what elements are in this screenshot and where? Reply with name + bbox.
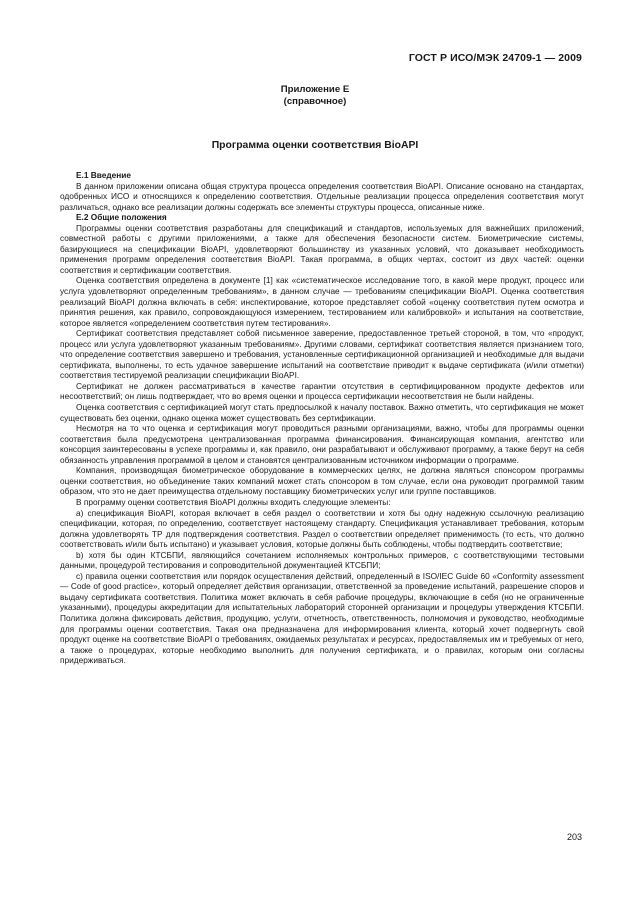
paragraph: Сертификат не должен рассматриваться в качестве гарантии отсутствия в сертифицированном продукте дефектов или несоответствий; он лишь подтверждает, что во время оценки и процесса сертификации несоответствия не были найдены. [60, 380, 584, 402]
paragraph: В программу оценки соответствия BioAPI должны входить следующие элементы: [76, 496, 391, 507]
standard-header: ГОСТ Р ИСО/МЭК 24709-1 — 2009 [408, 52, 582, 64]
paragraph: Программы оценки соответствия разработаны для спецификаций и стандартов, используемых для важнейших приложений, совместной работы с другими приложениями, а также для обеспечения безопасности систем. Биометрические системы, базирующиеся на спецификации BioAPI, удовлетворяют большинству из указанных условий, что доказывает необходимость применения программ определения соответствия BioAPI. Такая программа, в общих чертах, состоит из двух частей: оценки соответствия и сертификации соответствия. [60, 222, 584, 275]
annex-heading [0, 84, 630, 108]
document-body [60, 170, 584, 666]
paragraph: Сертификат соответствия представляет собой письменное заверение, предоставленное третьей стороной, в том, что «продукт, процесс или услуга удовлетворяют указанным требованиям». Другими словами, сертификат соответствия является признанием того, что определение соответствия завершено и требования, установленные сертификационной организацией и необходимые для выдачи сертификата, выполнены, то есть удачное завершение испытаний на соответствие приводит к выдаче сертификата (и/или отметки) соответствия тестируемой реализации спецификации BioAPI. [60, 328, 584, 381]
document-title: Программа оценки соответствия BioAPI [211, 140, 419, 151]
section-heading: Е.2 Общие положения [76, 212, 167, 223]
paragraph: Несмотря на то что оценка и сертификация могут проводиться разными организациями, важно, чтобы для программы оценки соответствия была предусмотрена централизованная программа финансирования. Финансирующая компания, агентство или консорция заинтересованы в успехе программы и, как правило, они разрабатывают и обслуживают программу, а также берут на себя обязанность управления программой в целом и становятся централизованным источником информации о программе. [60, 423, 584, 465]
annex-title: Приложение Е [280, 84, 350, 95]
list-item: b) хотя бы один КТСБПИ, являющийся сочетанием исполняемых контрольных примеров, с соответствующими тестовыми данными, процедурой тестирования и сопроводительной документацией КТСБПИ; [60, 549, 584, 571]
paragraph: Компания, производящая биометрическое оборудование в коммерческих целях, не должна являться спонсором программы оценки соответствия, но объединение таких компаний может стать спонсором в том случае, если она руководит программой таким образом, что это не дает преимущества отдельному поставщику биометрических услуг или группе поставщиков. [60, 465, 584, 497]
list-item: c) правила оценки соответствия или порядок осуществления действий, определенный в ISO/IEC Guide 60 «Conformity assessment — Code of good practice», который определяет действия организации, ответственной за проведение испытаний, разрешение споров и выдачу сертификата соответствия. Политика может включать в себя рабочие процедуры, включающие в себя (но не ограниченные указанными), процедуры аккредитации для испытательных лабораторий сторонней организации и процедуры утверждения КТСБПИ. Политика должна фиксировать действия, продукцию, услуги, отчетность, ответственность, полномочия и руководство, необходимые для программы оценки соответствия. Такая она предназначена для информирования клиента, который хочет подвергнуть свой продукт оценке на соответствие BioAPI о требованиях, ожидаемых результатах и ресурсах, предоставляемых им и требуемых от него, а также о процедурах, которые необходимо выполнить для получения сертификата, и о правилах, которым они согласны придерживаться. [60, 570, 584, 666]
paragraph: Оценка соответствия определена в документе [1] как «систематическое исследование того, в какой мере продукт, процесс или услуга удовлетворяют определенным требованиям», в данном случае — требованиям спецификации BioAPI. Оценка соответствия реализаций BioAPI должна включать в себя: инспектирование, которое представляет собой «оценку соответствия путем осмотра и принятия решения, как правило, сопровождающуюся измерением, тестированием или калибровкой» и испытания на соответствие, которое является «определением соответствия путем тестирования». [60, 275, 584, 328]
section-heading: Е.1 Введение [76, 170, 131, 180]
paragraph: В данном приложении описана общая структура процесса определения соответствия BioAPI. Описание основано на стандартах, одобренных ИСО и относящихся к определению соответствия. Отдельные реализации процесса определения соответствия могут различаться, однако все реализации должны содержать все элементы структуры процесса, описанные ниже. [60, 180, 584, 212]
paragraph: Оценка соответствия с сертификацией могут стать предпосылкой к началу поставок. Важно отметить, что сертификация не может существовать без оценки, однако оценка может существовать без сертификации. [60, 402, 584, 423]
annex-type: (справочное) [283, 96, 347, 107]
page-number: 203 [566, 832, 582, 842]
list-item: a) спецификация BioAPI, которая включает в себя раздел о соответствии и хотя бы одну надежную ссылочную реализацию спецификации, которая, по определению, соответствует настоящему стандарту. Спецификация устанавливает требования, которым должна удовлетворять ТР для подтверждения соответствия. Раздел о соответствии определяет применимость (то есть, что должно соответствовать и/или быть испытано) и указывает условия, которые должны быть соблюдены, чтобы подтвердить соответствие; [60, 507, 584, 550]
